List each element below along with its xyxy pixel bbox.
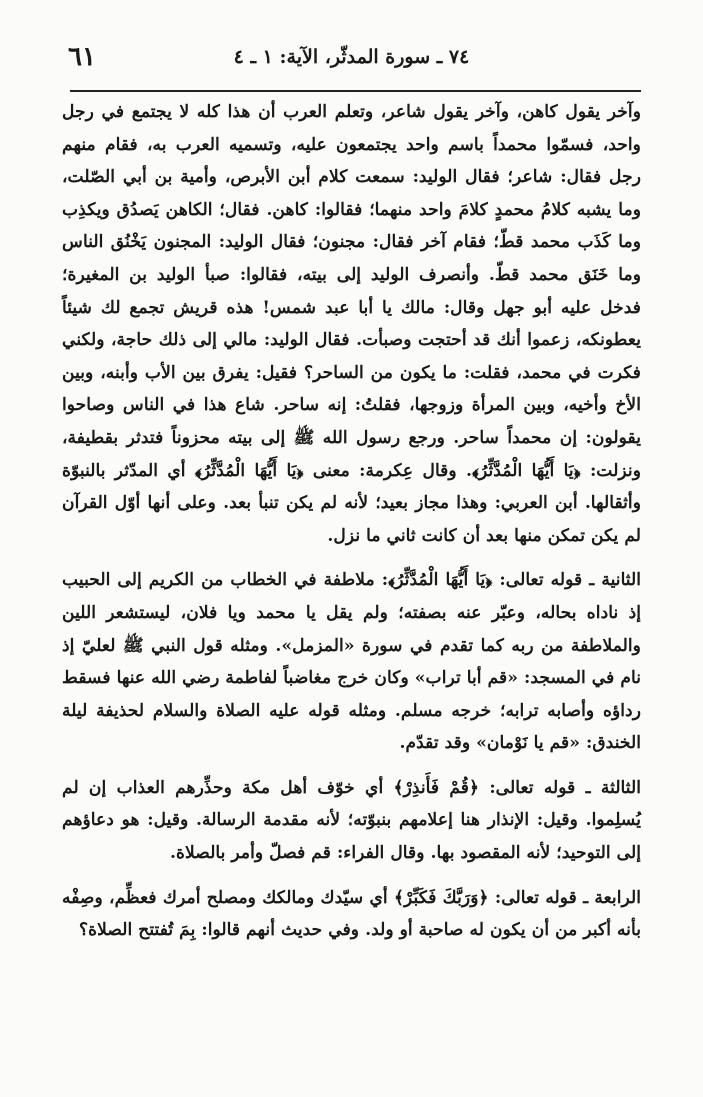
page-number: ٦١ — [68, 42, 96, 72]
paragraph-text: قوله تعالى: ﴿قُمْ فَأَنذِرْ﴾ أي خوّف أهل مكة وحذِّرهم العذاب إن لم يُسلِموا. وقيل: الإنذار هنا إعلامهم بنبوّته؛ لأنه مقدمة الرسالة. وقيل: هو دعاؤهم إلى التوحيد؛ لأنه المقصود بها. وقال الفراء: قم فصلّ وأمر بالصلاة. — [62, 777, 641, 864]
paragraph-3 — [62, 772, 641, 870]
paragraph-2 — [62, 564, 641, 760]
paragraph-lead: الثانية ـ — [589, 570, 642, 591]
paragraph-text: وآخر يقول كاهن، وآخر يقول شاعر، وتعلم العرب أن هذا كله لا يجتمع في رجل واحد، فسمّوا محمداً باسم واحد يجتمعون عليه، وتسميه العرب به، فقام منهم رجل فقال: شاعر؛ فقال الوليد: سمعت كلام أبن الأبرص، وأمية بن أبي الصّلت، وما يشبه كلامُ محمدٍ كلامَ واحد منهما؛ فقالوا: كاهن. فقال؛ الكاهن يَصدُق ويكذِب وما كَذَب محمد قطّ؛ فقام آخر فقال: مجنون؛ فقال الوليد: المجنون يَخْنُق الناس وما خَنَق محمد قطّ. وأنصرف الوليد إلى بيته، فقالوا: صبأ الوليد بن المغيرة؛ فدخل عليه أبو جهل وقال: مالك يا أبا عبد شمس! هذه قريش تجمع لك شيئاً يعطونكه، زعموا أنك قد أحتجت وصبأت. فقال الوليد: مالي إلى ذلك حاجة، ولكني فكرت في محمد، فقلت: ما يكون من الساحر؟ فقيل: يفرق بين الأب وأبنه، وبين الأخ وأخيه، وبين المرأة وزوجها، فقلتُ: إنه ساحر. شاع هذا في الناس وصاحوا يقولون: إن محمداً ساحر. ورجع رسول الله ﷺ إلى بيته محزوناً فتدثر بقطيفة، ونزلت: ﴿يَا أَيُّهَا الْمُدَّثِّرُ﴾. وقال عِكرمة: معنى ﴿يَا أَيُّهَا الْمُدَّثِّرُ﴾ أي المدّثر بالنبوّة وأثقالها. أبن العربي: وهذا مجاز بعيد؛ لأنه لم يكن تنبأ بعد. وعلى أنها أوّل القرآن لم يكن تمكن منها بعد أن كانت ثاني ما نزل. — [62, 102, 641, 546]
paragraph-1 — [62, 96, 641, 552]
page-body — [62, 96, 641, 947]
header-title: ٧٤ ـ سورة المدثّر، الآية: ١ ـ ٤ — [233, 46, 470, 68]
paragraph-lead: الرابعة ـ — [583, 887, 641, 908]
paragraph-4 — [62, 882, 641, 947]
paragraph-text: قوله تعالى: ﴿يَا أَيُّهَا الْمُدَّثِّرُ﴾: ملاطفة في الخطاب من الكريم إلى الحبيب إذ ناداه بحاله، وعبّر عنه بصفته؛ ولم يقل يا محمد ويا فلان، ليستشعر اللين والملاطفة من ربه كما تقدم في سورة «المزمل». ومثله قول النبي ﷺ لعليّ إذ نام في المسجد: «قم أبا تراب» وكان خرج مغاضباً لفاطمة رضي الله عنها فسقط رداؤه وأصابه ترابه؛ خرجه مسلم. ومثله قوله عليه الصلاة والسلام لحذيفة ليلة الخندق: «قم يا نَوْمان» وقد تقدّم. — [62, 570, 641, 754]
header-rule — [70, 90, 641, 92]
running-header — [62, 42, 641, 84]
paragraph-text: قوله تعالى: ﴿وَرَبَّكَ فَكَبِّرْ﴾ أي سيّدك ومالكك ومصلح أمرك فعظِّم، وصِفْه بأنه أكبر من أن يكون له صاحبة أو ولد. وفي حديث أنهم قالوا: بِمَ تُفتتح الصلاة؟ — [62, 887, 641, 941]
paragraph-lead: الثالثة ـ — [585, 777, 641, 798]
